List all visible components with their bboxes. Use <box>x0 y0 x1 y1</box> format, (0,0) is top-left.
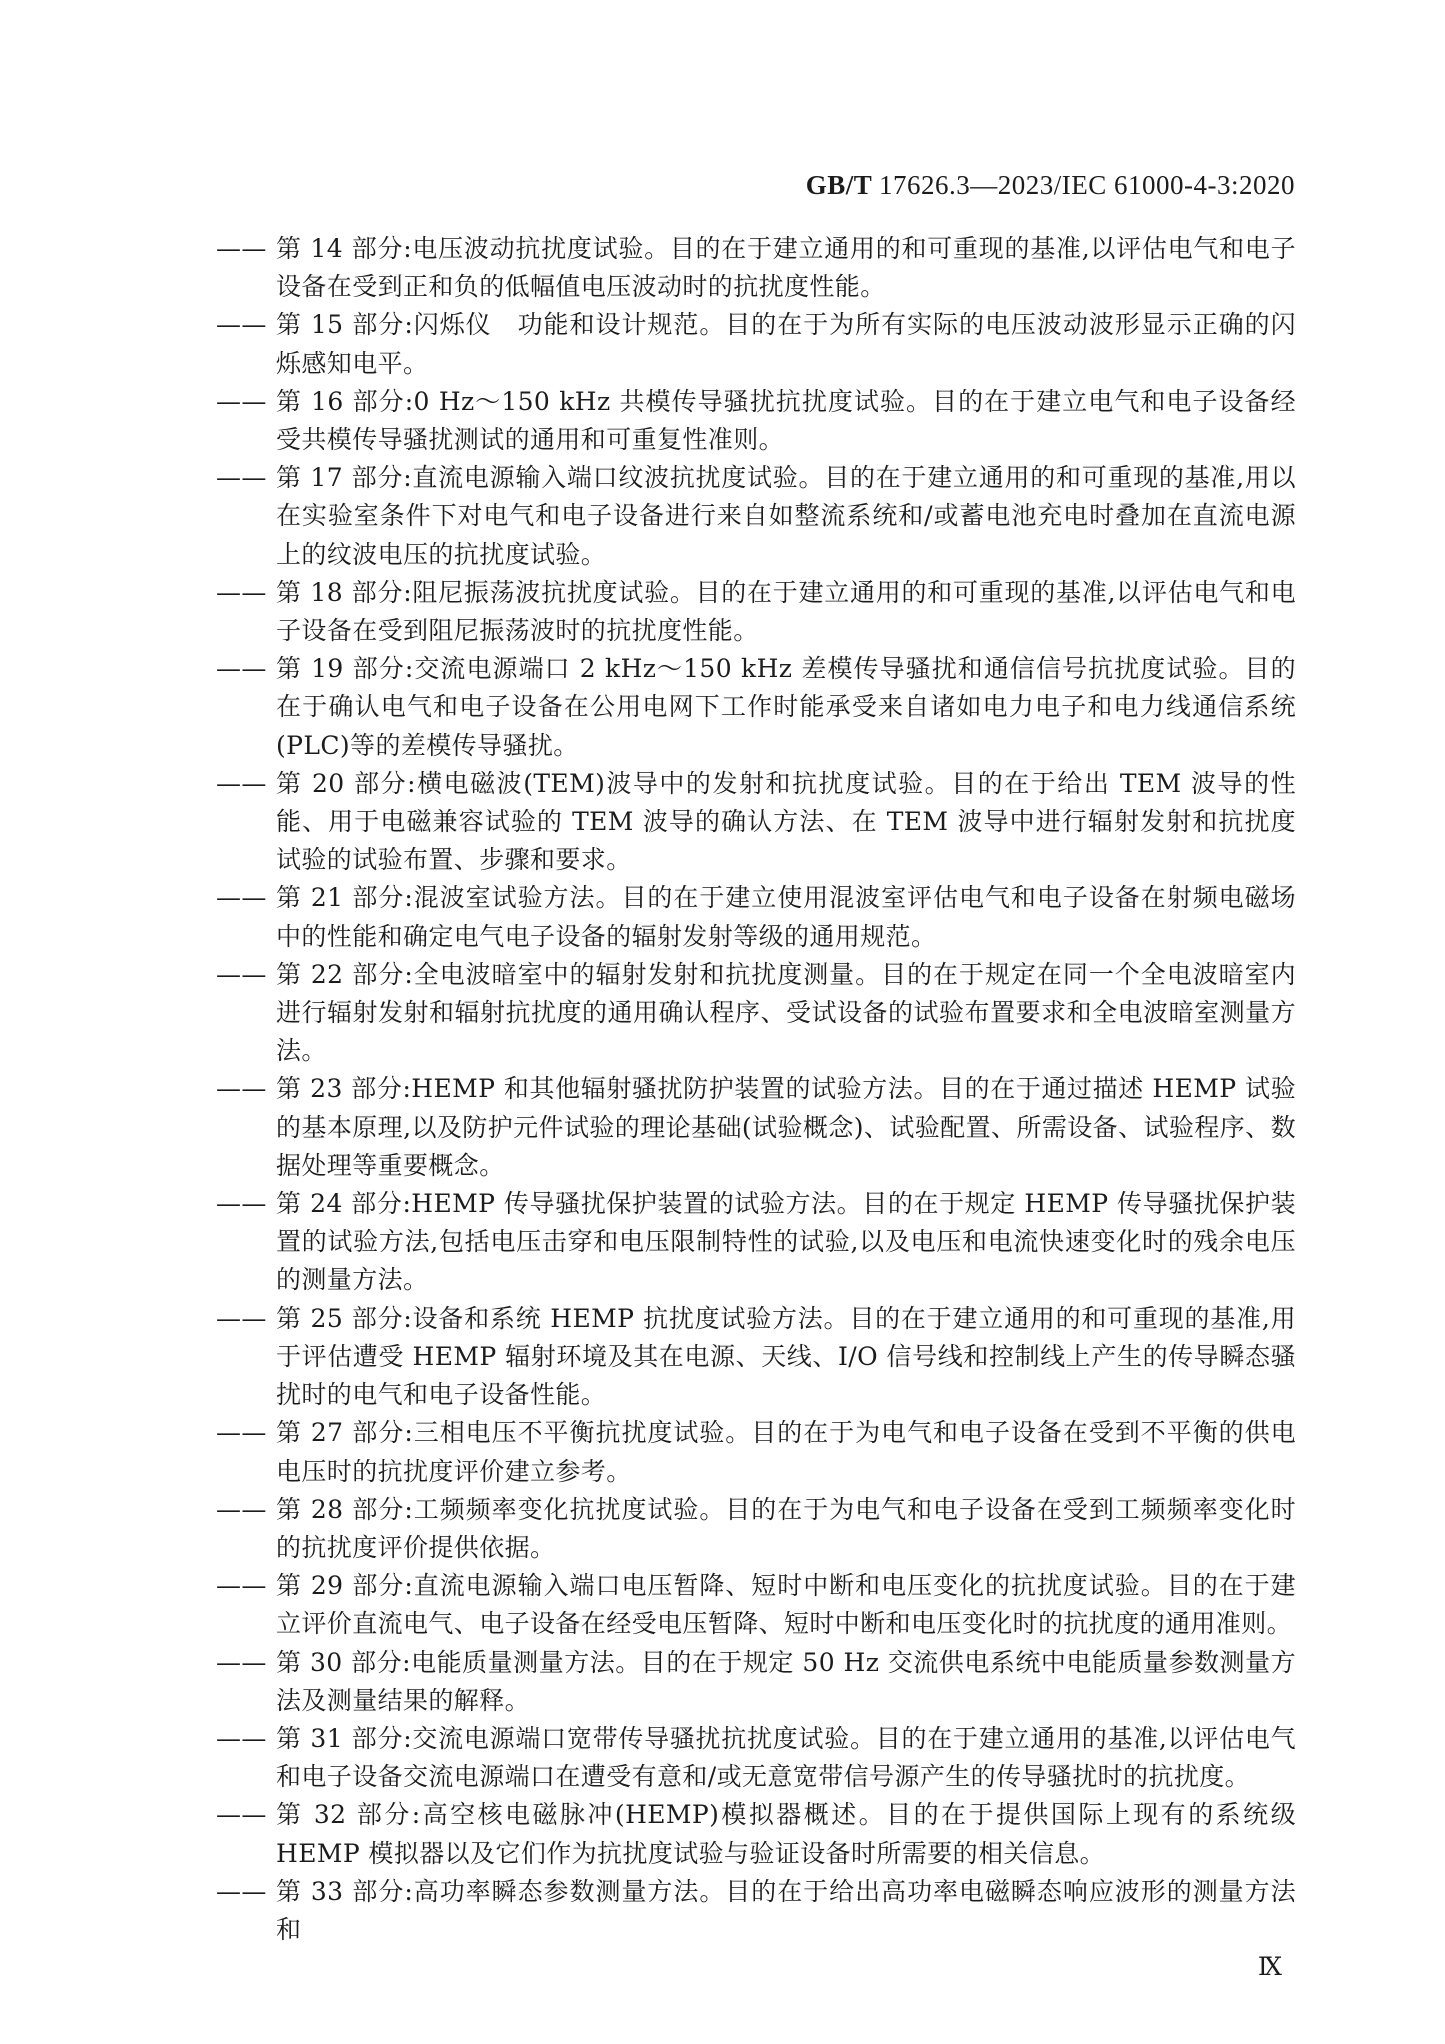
part-description: 第 22 部分:全电波暗室中的辐射发射和抗扰度测量。目的在于规定在同一个全电波暗室内进行辐射发射和辐射抗扰度的通用确认程序、受试设备的试验布置要求和全电波暗室测量方法。 <box>276 959 1296 1066</box>
em-dash-marker: —— <box>216 768 267 798</box>
part-description: 第 33 部分:高功率瞬态参数测量方法。目的在于给出高功率电磁瞬态响应波形的测量方法和 <box>276 1876 1296 1944</box>
part-description: 第 20 部分:横电磁波(TEM)波导中的发射和抗扰度试验。目的在于给出 TEM 波导的性能、用于电磁兼容试验的 TEM 波导的确认方法、在 TEM 波导中进行辐射发射和抗扰度试验的试验布置、步骤和要求。 <box>276 768 1296 875</box>
part-description: 第 14 部分:电压波动抗扰度试验。目的在于建立通用的和可重现的基准,以评估电气和电子设备在受到正和负的低幅值电压波动时的抗扰度性能。 <box>276 234 1296 302</box>
em-dash-marker: —— <box>216 1876 267 1906</box>
em-dash-marker: —— <box>216 883 267 913</box>
list-item <box>216 1414 1296 1490</box>
part-description: 第 21 部分:混波室试验方法。目的在于建立使用混波室评估电气和电子设备在射频电磁场中的性能和确定电气电子设备的辐射发射等级的通用规范。 <box>276 883 1296 951</box>
page-number: Ⅸ <box>1257 1954 1282 1981</box>
em-dash-marker: —— <box>216 1303 267 1333</box>
standard-number-header <box>806 170 1295 201</box>
em-dash-marker: —— <box>216 1723 267 1753</box>
list-item <box>216 1873 1296 1949</box>
part-description: 第 19 部分:交流电源端口 2 kHz～150 kHz 差模传导骚扰和通信信号抗扰度试验。目的在于确认电气和电子设备在公用电网下工作时能承受来自诸如电力电子和电力线通信系统(PLC)等的差模传导骚扰。 <box>276 654 1296 760</box>
em-dash-marker: —— <box>216 386 267 416</box>
list-item <box>216 956 1296 1071</box>
part-description: 第 31 部分:交流电源端口宽带传导骚扰抗扰度试验。目的在于建立通用的基准,以评估电气和电子设备交流电源端口在遭受有意和/或无意宽带信号源产生的传导骚扰时的抗扰度。 <box>276 1723 1296 1792</box>
list-item <box>216 1720 1296 1796</box>
part-description: 第 23 部分:HEMP 和其他辐射骚扰防护装置的试验方法。目的在于通过描述 HEMP 试验的基本原理,以及防护元件试验的理论基础(试验概念)、试验配置、所需设备、试验程序、数据处理等重要概念。 <box>276 1074 1296 1180</box>
list-item <box>216 1070 1296 1185</box>
em-dash-marker: —— <box>216 1494 267 1524</box>
em-dash-marker: —— <box>216 1189 267 1219</box>
em-dash-marker: —— <box>216 577 267 607</box>
em-dash-marker: —— <box>216 234 267 263</box>
list-item <box>216 1567 1296 1643</box>
part-description: 第 16 部分:0 Hz～150 kHz 共模传导骚扰抗扰度试验。目的在于建立电气和电子设备经受共模传导骚扰测试的通用和可重复性准则。 <box>276 386 1296 455</box>
em-dash-marker: —— <box>216 1800 267 1830</box>
part-description: 第 18 部分:阻尼振荡波抗扰度试验。目的在于建立通用的和可重现的基准,以评估电气和电子设备在受到阻尼振荡波时的抗扰度性能。 <box>276 577 1296 646</box>
list-item <box>216 383 1296 459</box>
list-item <box>216 574 1296 650</box>
em-dash-marker: —— <box>216 1074 267 1104</box>
standard-code: GB/T <box>805 170 872 200</box>
part-description: 第 25 部分:设备和系统 HEMP 抗扰度试验方法。目的在于建立通用的和可重现的基准,用于评估遭受 HEMP 辐射环境及其在电源、天线、I/O 信号线和控制线上产生的传导瞬态骚扰时的电气和电子设备性能。 <box>276 1303 1296 1410</box>
part-description: 第 28 部分:工频频率变化抗扰度试验。目的在于为电气和电子设备在受到工频频率变化时的抗扰度评价提供依据。 <box>276 1494 1296 1562</box>
list-item <box>216 459 1296 574</box>
em-dash-marker: —— <box>216 1647 267 1677</box>
list-item <box>216 1644 1296 1720</box>
em-dash-marker: —— <box>216 310 267 340</box>
em-dash-marker: —— <box>216 1418 267 1448</box>
em-dash-marker: —— <box>216 1571 267 1601</box>
list-item <box>216 1491 1296 1567</box>
standard-parts-list <box>216 230 1296 1949</box>
part-description: 第 30 部分:电能质量测量方法。目的在于规定 50 Hz 交流供电系统中电能质量参数测量方法及测量结果的解释。 <box>276 1647 1296 1715</box>
list-item <box>216 306 1296 382</box>
list-item <box>216 1796 1296 1872</box>
standard-identifier: 17626.3—2023/IEC 61000-4-3:2020 <box>879 170 1295 200</box>
list-item <box>216 879 1296 955</box>
list-item <box>216 230 1296 306</box>
part-description: 第 29 部分:直流电源输入端口电压暂降、短时中断和电压变化的抗扰度试验。目的在于建立评价直流电气、电子设备在经受电压暂降、短时中断和电压变化时的抗扰度的通用准则。 <box>276 1571 1296 1639</box>
list-item <box>216 650 1296 765</box>
list-item <box>216 765 1296 880</box>
part-description: 第 24 部分:HEMP 传导骚扰保护装置的试验方法。目的在于规定 HEMP 传导骚扰保护装置的试验方法,包括电压击穿和电压限制特性的试验,以及电压和电流快速变化时的残余电压的测量方法。 <box>276 1189 1296 1295</box>
em-dash-marker: —— <box>216 654 267 684</box>
part-description: 第 27 部分:三相电压不平衡抗扰度试验。目的在于为电气和电子设备在受到不平衡的供电电压时的抗扰度评价建立参考。 <box>276 1418 1296 1486</box>
list-item <box>216 1300 1296 1415</box>
part-description: 第 32 部分:高空核电磁脉冲(HEMP)模拟器概述。目的在于提供国际上现有的系统级 HEMP 模拟器以及它们作为抗扰度试验与验证设备时所需要的相关信息。 <box>276 1800 1296 1868</box>
part-description: 第 15 部分:闪烁仪 功能和设计规范。目的在于为所有实际的电压波动波形显示正确的闪烁感知电平。 <box>276 310 1296 378</box>
em-dash-marker: —— <box>216 959 267 989</box>
part-description: 第 17 部分:直流电源输入端口纹波抗扰度试验。目的在于建立通用的和可重现的基准,用以在实验室条件下对电气和电子设备进行来自如整流系统和/或蓄电池充电时叠加在直流电源上的纹波电压的抗扰度试验。 <box>276 463 1296 569</box>
list-item <box>216 1185 1296 1300</box>
em-dash-marker: —— <box>216 463 267 493</box>
